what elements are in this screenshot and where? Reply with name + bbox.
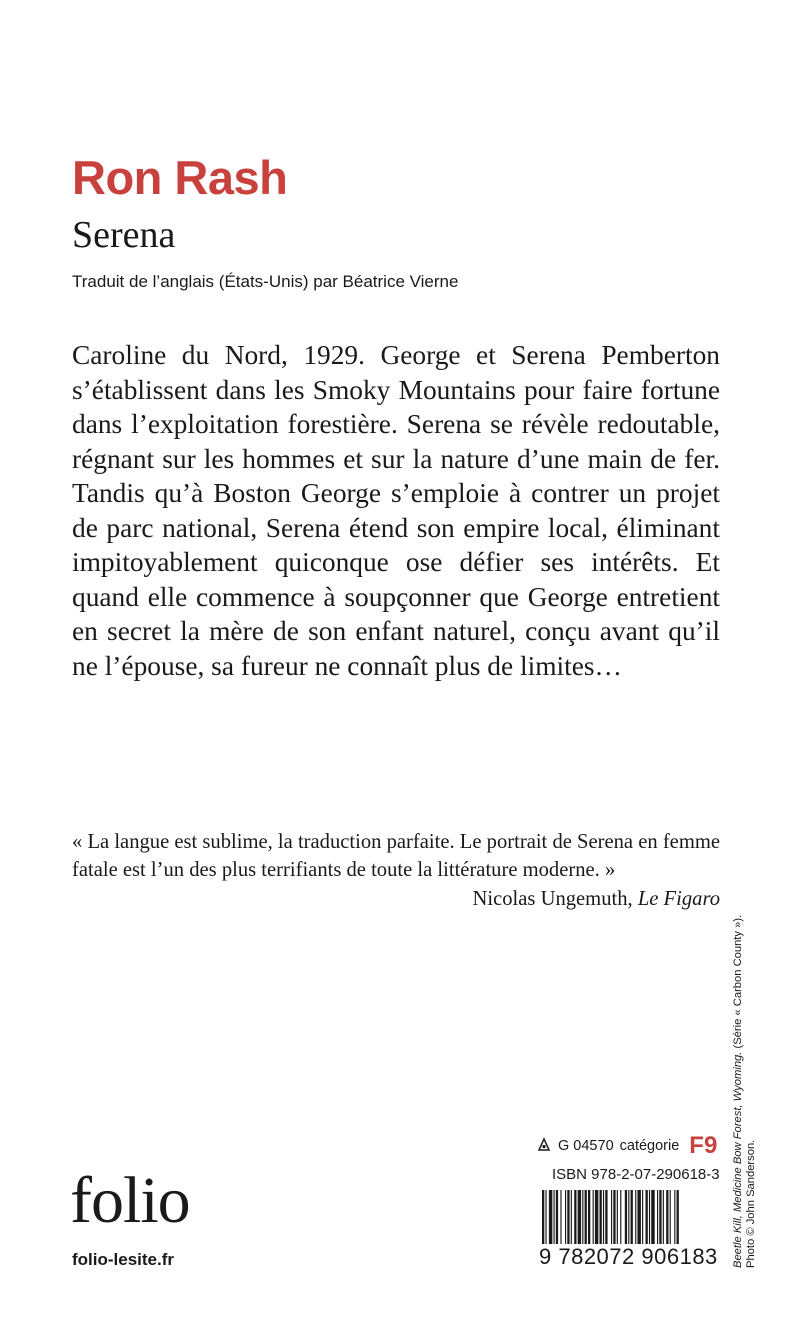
recycle-icon bbox=[536, 1137, 552, 1155]
category-code: F9 bbox=[689, 1132, 718, 1159]
barcode-digits: 9 782072 906183 bbox=[539, 1244, 718, 1269]
isbn: ISBN 978-2-07-290618-3 bbox=[552, 1166, 720, 1183]
photo-series: (Série « Carbon County »). bbox=[732, 914, 744, 1052]
author-name: Ron Rash bbox=[72, 151, 288, 204]
photo-credit bbox=[732, 868, 758, 1268]
folio-logo: folio bbox=[70, 1164, 190, 1237]
publisher-website: folio-lesite.fr bbox=[72, 1250, 175, 1269]
category-label: catégorie bbox=[619, 1138, 680, 1154]
photo-title: Beetle Kill, Medicine Bow Forest, Wyoming. bbox=[732, 1051, 744, 1268]
photo-author: Photo © John Sanderson. bbox=[745, 1139, 757, 1268]
catalog-code: G 04570 bbox=[558, 1138, 614, 1154]
translator-line: Traduit de l’anglais (États-Unis) par Béatrice Vierne bbox=[72, 272, 459, 291]
review-author: Nicolas Ungemuth, bbox=[472, 888, 638, 910]
book-title: Serena bbox=[72, 214, 176, 256]
review-source: Le Figaro bbox=[637, 888, 720, 910]
review-quote: « La langue est sublime, la traduction parfaite. Le portrait de Serena en femme fatale est l’un des plus terrifiants de toute la littérature moderne. » bbox=[72, 831, 720, 881]
catalog-line bbox=[536, 1132, 717, 1160]
book-summary: Caroline du Nord, 1929. George et Serena Pemberton s’établissent dans les Smoky Mountains pour faire fortune dans l’exploitation forestière. Serena se révèle redoutable, régnant sur les hommes et sur la nature d’une main de fer. Tandis qu’à Boston George s’emploie à contrer un projet de parc national, Serena étend son empire local, éliminant impitoyablement quiconque ose défier ses intérêts. Et quand elle commence à soupçonner que George entretient en secret la mère de son enfant naturel, conçu avant qu’il ne l’épouse, sa fureur ne connaît plus de limites… bbox=[72, 340, 720, 681]
review-attribution bbox=[473, 888, 720, 911]
